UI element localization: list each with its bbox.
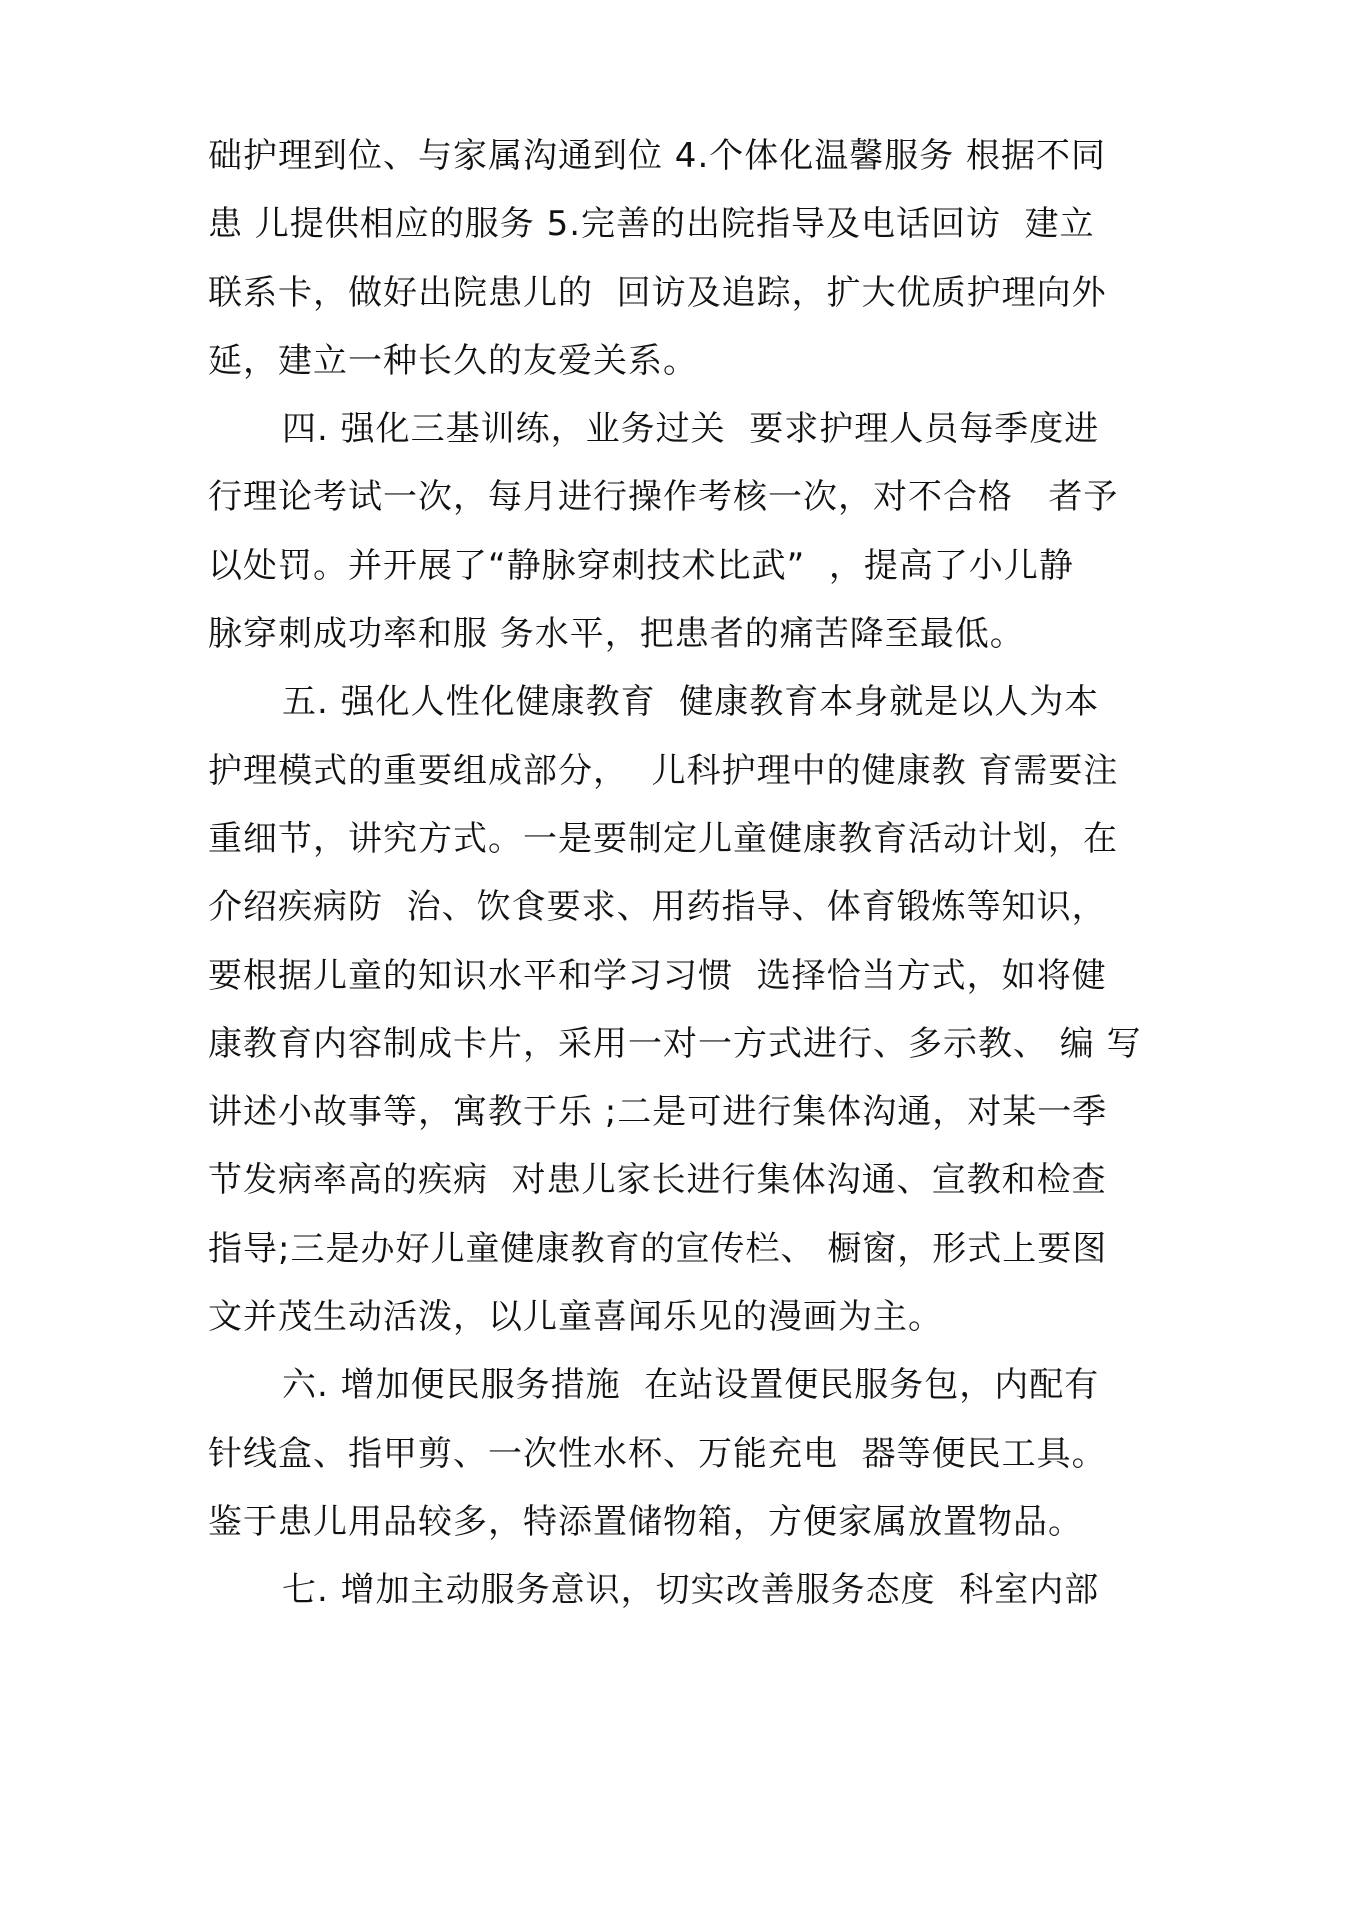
text-line: 指导;三是办好儿童健康教育的宣传栏、 橱窗，形式上要图	[208, 1228, 1108, 1269]
section-heading-line: 六. 增加便民服务措施 在站设置便民服务包，内配有	[282, 1365, 1100, 1406]
text-line: 文并茂生动活泼，以儿童喜闻乐见的漫画为主。	[208, 1297, 943, 1338]
text-line: 介绍疾病防 治、饮食要求、用药指导、体育锻炼等知识，	[208, 887, 1107, 928]
text-line: 针线盒、指甲剪、一次性水杯、万能充电 器等便民工具。	[208, 1433, 1107, 1474]
text-line: 延，建立一种长久的友爱关系。	[208, 340, 698, 381]
section-heading-line: 五. 强化人性化健康教育 健康教育本身就是以人为本	[282, 682, 1100, 723]
section-heading-line: 七. 增加主动服务意识，切实改善服务态度 科室内部	[282, 1570, 1100, 1611]
text-line: 患 儿提供相应的服务 5.完善的出院指导及电话回访 建立	[208, 204, 1095, 245]
text-line: 行理论考试一次，每月进行操作考核一次，对不合格 者予	[208, 477, 1119, 518]
text-line: 鉴于患儿用品较多，特添置储物箱，方便家属放置物品。	[208, 1501, 1083, 1542]
section-heading-line: 四. 强化三基训练，业务过关 要求护理人员每季度进	[282, 409, 1100, 450]
text-line: 讲述小故事等，寓教于乐 ;二是可进行集体沟通，对某一季	[208, 1092, 1108, 1133]
text-line: 要根据儿童的知识水平和学习习惯 选择恰当方式，如将健	[208, 955, 1107, 996]
text-line: 重细节，讲究方式。一是要制定儿童健康教育活动计划，在	[208, 818, 1118, 859]
text-line: 以处罚。并开展了“静脉穿刺技术比武” ，提高了小儿静	[208, 545, 1074, 586]
text-line: 节发病率高的疾病 对患儿家长进行集体沟通、宣教和检查	[208, 1160, 1107, 1201]
document-body	[208, 122, 1168, 1625]
text-line: 护理模式的重要组成部分， 儿科护理中的健康教 育需要注	[208, 750, 1119, 791]
text-line: 础护理到位、与家属沟通到位 4.个体化温馨服务 根据不同	[208, 136, 1107, 176]
text-line: 脉穿刺成功率和服 务水平，把患者的痛苦降至最低。	[208, 614, 1025, 655]
text-line: 康教育内容制成卡片，采用一对一方式进行、多示教、 编 写	[208, 1023, 1142, 1064]
text-line: 联系卡，做好出院患儿的 回访及追踪，扩大优质护理向外	[208, 272, 1107, 313]
